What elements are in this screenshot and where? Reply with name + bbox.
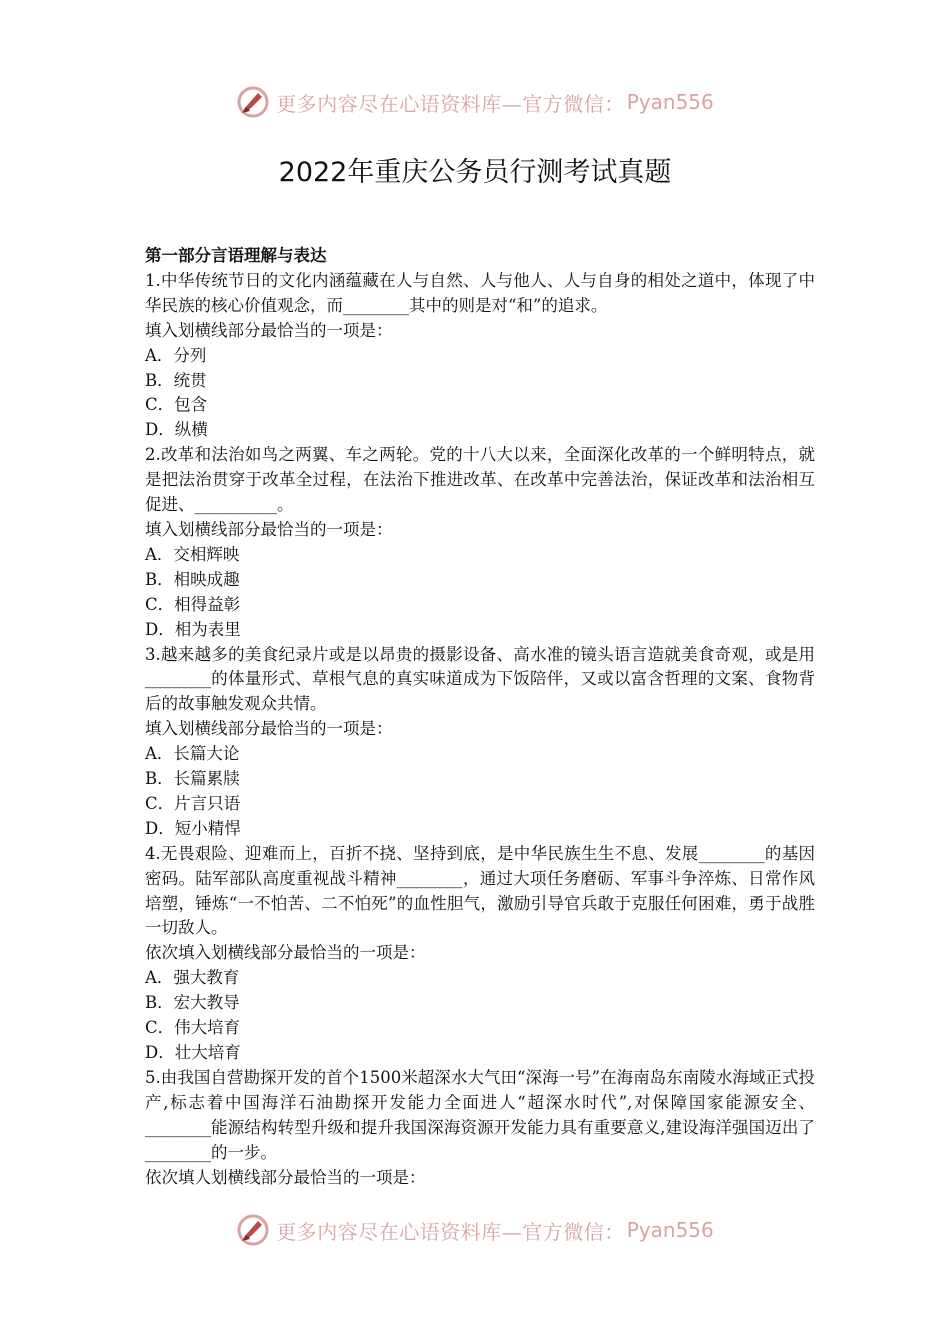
answer-option: D．短小精悍 [145, 818, 241, 838]
document-title: 2022年重庆公务员行测考试真题 [278, 157, 672, 188]
question-stem: 1.中华传统节日的文化内涵蕴藏在人与自然、人与他人、人与自身的相处之道中，体现了中华民族的核心价值观念，而________其中的则是对“和”的追求。 [145, 270, 815, 315]
answer-option: A．长篇大论 [145, 744, 240, 764]
answer-option: B．宏大教导 [145, 993, 240, 1013]
book-logo-icon [236, 1213, 270, 1247]
question-list [145, 269, 815, 1191]
question-prompt: 依次填入划横线部分最恰当的一项是： [145, 943, 426, 963]
question-prompt: 填入划横线部分最恰当的一项是： [145, 719, 393, 739]
answer-option: C．伟大培育 [145, 1018, 241, 1038]
answer-option: C．相得益彰 [145, 594, 241, 614]
question-prompt: 填入划横线部分最恰当的一项是： [145, 519, 393, 539]
answer-option: B．统贯 [145, 370, 207, 390]
answer-option: B．相映成趣 [145, 569, 240, 589]
question-block [145, 643, 815, 842]
answer-option: D．壮大培育 [145, 1043, 241, 1062]
document-body [145, 244, 815, 1190]
question-stem: 2.改革和法治如鸟之两翼、车之两轮。党的十八大以来，全面深化改革的一个鲜明特点，就是把法治贯穿于改革全过程，在法治下推进改革、在改革中完善法治，保证改革和法治相互促进、__________。 [145, 445, 815, 515]
answer-option: B．长篇累牍 [145, 769, 240, 789]
banner-text: 更多内容尽在心语资料库—官方微信： [276, 1219, 625, 1244]
question-block [145, 842, 815, 1066]
section-title: 第一部分言语理解与表达 [145, 246, 327, 265]
banner-wechat-id: Pyan556 [626, 1218, 714, 1242]
answer-option: A．分列 [145, 345, 207, 365]
header-watermark-banner [0, 82, 950, 122]
banner-wechat-id: Pyan556 [626, 90, 714, 114]
question-block [145, 443, 815, 642]
answer-option: D．相为表里 [145, 619, 241, 639]
footer-watermark-banner [0, 1210, 950, 1250]
answer-option: C．包含 [145, 395, 208, 415]
question-stem: 4.无畏艰险、迎难而上，百折不挠、坚持到底，是中华民族生生不息、发展________的基因密码。陆军部队高度重视战斗精神________，通过大项任务磨砺、军事斗争淬炼、日常作风培塑，锤炼“一不怕苦、二不怕死”的血性胆气，激励引导官兵敢于克服任何困难，勇于战胜一切敌人。 [145, 843, 815, 938]
question-prompt: 依次填人划横线部分最恰当的一项是： [145, 1167, 426, 1187]
question-prompt: 填入划横线部分最恰当的一项是： [145, 320, 393, 340]
question-block [145, 269, 815, 443]
question-stem: 5.由我国自营勘探开发的首个1500米超深水大气田“深海一号”在海南岛东南陵水海域正式投产,标志着中国海洋石油勘探开发能力全面进人“超深水时代”,对保障国家能源安全、________能源结构转型升级和提升我国深海资源开发能力具有重要意义,建设海洋强国迈出了________的一步。 [145, 1067, 815, 1162]
answer-option: A．交相辉映 [145, 544, 240, 564]
answer-option: A．强大教育 [145, 968, 240, 988]
question-stem: 3.越来越多的美食纪录片或是以昂贵的摄影设备、高水准的镜头语言造就美食奇观，或是用________的体量形式、草根气息的真实味道成为下饭陪伴，又或以富含哲理的文案、食物背后的故事触发观众共情。 [145, 644, 815, 714]
banner-text: 更多内容尽在心语资料库—官方微信： [276, 91, 625, 116]
answer-option: C．片言只语 [145, 793, 241, 813]
book-logo-icon [236, 85, 270, 119]
question-block [145, 1066, 815, 1191]
answer-option: D．纵横 [145, 420, 208, 440]
